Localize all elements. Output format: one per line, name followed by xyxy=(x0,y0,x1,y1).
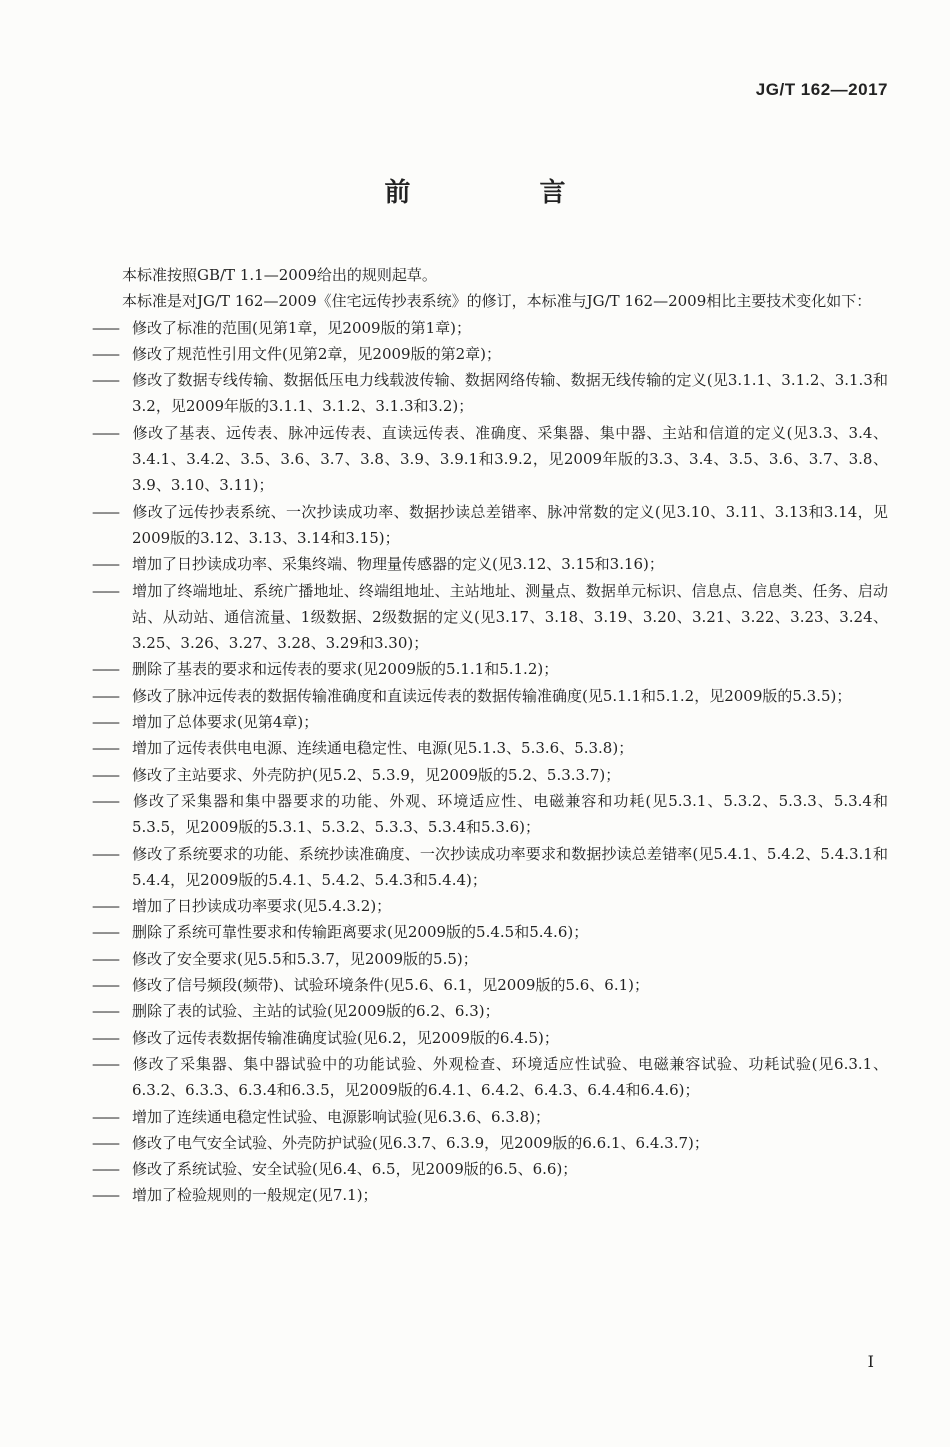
list-dash: —— xyxy=(92,923,118,942)
list-item xyxy=(92,315,888,341)
list-item xyxy=(92,683,888,709)
standard-code: JG/T 162—2017 xyxy=(755,80,888,99)
list-item-text: 增加了总体要求(见第4章)； xyxy=(132,713,319,732)
list-item-text: 增加了检验规则的一般规定(见7.1)； xyxy=(132,1186,378,1205)
list-item-text: 增加了远传表供电电源、连续通电稳定性、电源(见5.1.3、5.3.6、5.3.8)； xyxy=(132,739,634,758)
list-dash: —— xyxy=(92,739,118,758)
list-item xyxy=(92,367,888,420)
paragraph: 本标准按照GB/T 1.1—2009给出的规则起草。 xyxy=(122,266,437,284)
list-item-text: 修改了安全要求(见5.5和5.3.7，见2009版的5.5)； xyxy=(132,949,478,968)
list-item xyxy=(92,551,888,577)
list-dash: —— xyxy=(92,660,118,679)
list-item-text: 修改了电气安全试验、外壳防护试验(见6.3.7、6.3.9，见2009版的6.6.1、6.4.3.7)； xyxy=(132,1133,709,1152)
list-item xyxy=(92,972,888,998)
list-dash: —— xyxy=(92,686,118,705)
list-item-text: 修改了系统试验、安全试验(见6.4、6.5，见2009版的6.5、6.6)； xyxy=(132,1160,578,1179)
document-body xyxy=(92,262,888,1209)
list-item-text: 增加了日抄读成功率、采集终端、物理量传感器的定义(见3.12、3.15和3.16)； xyxy=(132,555,664,574)
list-dash: —— xyxy=(92,1133,118,1152)
list-item-text: 修改了系统要求的功能、系统抄读准确度、一次抄读成功率要求和数据抄读总差错率(见5.4.1、5.4.2、5.4.3.1和5.4.4，见2009版的5.4.1、5.4.2、5.4.3和5.4.4)； xyxy=(132,844,888,889)
page-title: 前 言 xyxy=(384,178,626,208)
list-dash: —— xyxy=(92,897,118,916)
list-dash: —— xyxy=(92,502,118,521)
list-item xyxy=(92,735,888,761)
list-item xyxy=(92,499,888,552)
list-item xyxy=(92,656,888,682)
list-item xyxy=(92,1182,888,1208)
list-item-text: 增加了连续通电稳定性试验、电源影响试验(见6.3.6、6.3.8)； xyxy=(132,1107,551,1126)
list-dash: —— xyxy=(92,1186,118,1205)
list-item-text: 修改了信号频段(频带)、试验环境条件(见5.6、6.1，见2009版的5.6、6.1)； xyxy=(132,976,650,995)
list-item-text: 增加了日抄读成功率要求(见5.4.3.2)； xyxy=(132,897,392,916)
list-dash: —— xyxy=(92,949,118,968)
list-dash: —— xyxy=(92,581,118,600)
list-item xyxy=(92,893,888,919)
list-dash: —— xyxy=(92,1107,118,1126)
list-dash: —— xyxy=(92,765,118,784)
list-item-text: 修改了标准的范围(见第1章，见2009版的第1章)； xyxy=(132,318,471,337)
list-item xyxy=(92,709,888,735)
paragraph: 本标准是对JG/T 162—2009《住宅远传抄表系统》的修订，本标准与JG/T 162—2009相比主要技术变化如下： xyxy=(122,292,872,311)
list-item-text: 修改了脉冲远传表的数据传输准确度和直读远传表的数据传输准确度(见5.1.1和5.1.2，见2009版的5.3.5)； xyxy=(132,686,852,705)
list-item-text: 修改了基表、远传表、脉冲远传表、直读远传表、准确度、采集器、集中器、主站和信道的定义(见3.3、3.4、3.4.1、3.4.2、3.5、3.6、3.7、3.8、3.9、3.9.1和3.9.2，见2009年版的3.3、3.4、3.5、3.6、3.7、3.8、3.9、3.10、3.11)； xyxy=(132,423,888,495)
list-item xyxy=(92,998,888,1024)
list-item xyxy=(92,1104,888,1130)
list-item xyxy=(92,1025,888,1051)
list-item-text: 修改了数据专线传输、数据低压电力线载波传输、数据网络传输、数据无线传输的定义(见3.1.1、3.1.2、3.1.3和3.2，见2009年版的3.1.1、3.1.2、3.1.3和3.2)； xyxy=(132,371,888,416)
list-item-text: 删除了表的试验、主站的试验(见2009版的6.2、6.3)； xyxy=(132,1002,500,1021)
list-dash: —— xyxy=(92,1160,118,1179)
list-dash: —— xyxy=(92,844,118,863)
list-item xyxy=(92,1130,888,1156)
list-item-text: 增加了终端地址、系统广播地址、终端组地址、主站地址、测量点、数据单元标识、信息点、信息类、任务、启动站、从动站、通信流量、1级数据、2级数据的定义(见3.17、3.18、3.19、3.20、3.21、3.22、3.23、3.24、3.25、3.26、3.27、3.28、3.29和3.30)； xyxy=(132,581,888,653)
list-item xyxy=(92,841,888,894)
list-item xyxy=(92,341,888,367)
change-list xyxy=(92,315,888,1209)
list-item xyxy=(92,1051,888,1104)
list-item-text: 修改了主站要求、外壳防护(见5.2、5.3.9，见2009版的5.2、5.3.3.7)； xyxy=(132,765,621,784)
list-dash: —— xyxy=(92,1002,118,1021)
list-item-text: 修改了采集器和集中器要求的功能、外观、环境适应性、电磁兼容和功耗(见5.3.1、5.3.2、5.3.3、5.3.4和5.3.5，见2009版的5.3.1、5.3.2、5.3.3、5.3.4和5.3.6)； xyxy=(132,791,888,837)
list-dash: —— xyxy=(92,555,118,574)
list-dash: —— xyxy=(92,791,118,810)
list-item xyxy=(92,420,888,499)
list-dash: —— xyxy=(92,318,118,337)
list-item xyxy=(92,1156,888,1182)
list-item xyxy=(92,788,888,841)
list-item xyxy=(92,946,888,972)
list-dash: —— xyxy=(92,423,118,442)
list-item-text: 修改了规范性引用文件(见第2章，见2009版的第2章)； xyxy=(132,344,501,363)
list-dash: —— xyxy=(92,1028,118,1047)
list-dash: —— xyxy=(92,976,118,995)
list-item-text: 删除了系统可靠性要求和传输距离要求(见2009版的5.4.5和5.4.6)； xyxy=(132,923,589,942)
list-item xyxy=(92,578,888,657)
list-item-text: 修改了远传抄表系统、一次抄读成功率、数据抄读总差错率、脉冲常数的定义(见3.10、3.11、3.13和3.14，见2009版的3.12、3.13、3.14和3.15)； xyxy=(132,502,888,547)
list-item-text: 修改了远传表数据传输准确度试验(见6.2，见2009版的6.4.5)； xyxy=(132,1028,559,1047)
list-dash: —— xyxy=(92,713,118,732)
list-dash: —— xyxy=(92,371,118,390)
list-item-text: 删除了基表的要求和远传表的要求(见2009版的5.1.1和5.1.2)； xyxy=(132,660,559,679)
list-dash: —— xyxy=(92,344,118,363)
list-item-text: 修改了采集器、集中器试验中的功能试验、外观检查、环境适应性试验、电磁兼容试验、功耗试验(见6.3.1、6.3.2、6.3.3、6.3.4和6.3.5，见2009版的6.4.1、6.4.2、6.4.3、6.4.4和6.4.6)； xyxy=(132,1054,888,1100)
list-dash: —— xyxy=(92,1054,118,1073)
list-item xyxy=(92,919,888,945)
page-number: I xyxy=(867,1352,874,1371)
list-item xyxy=(92,762,888,788)
